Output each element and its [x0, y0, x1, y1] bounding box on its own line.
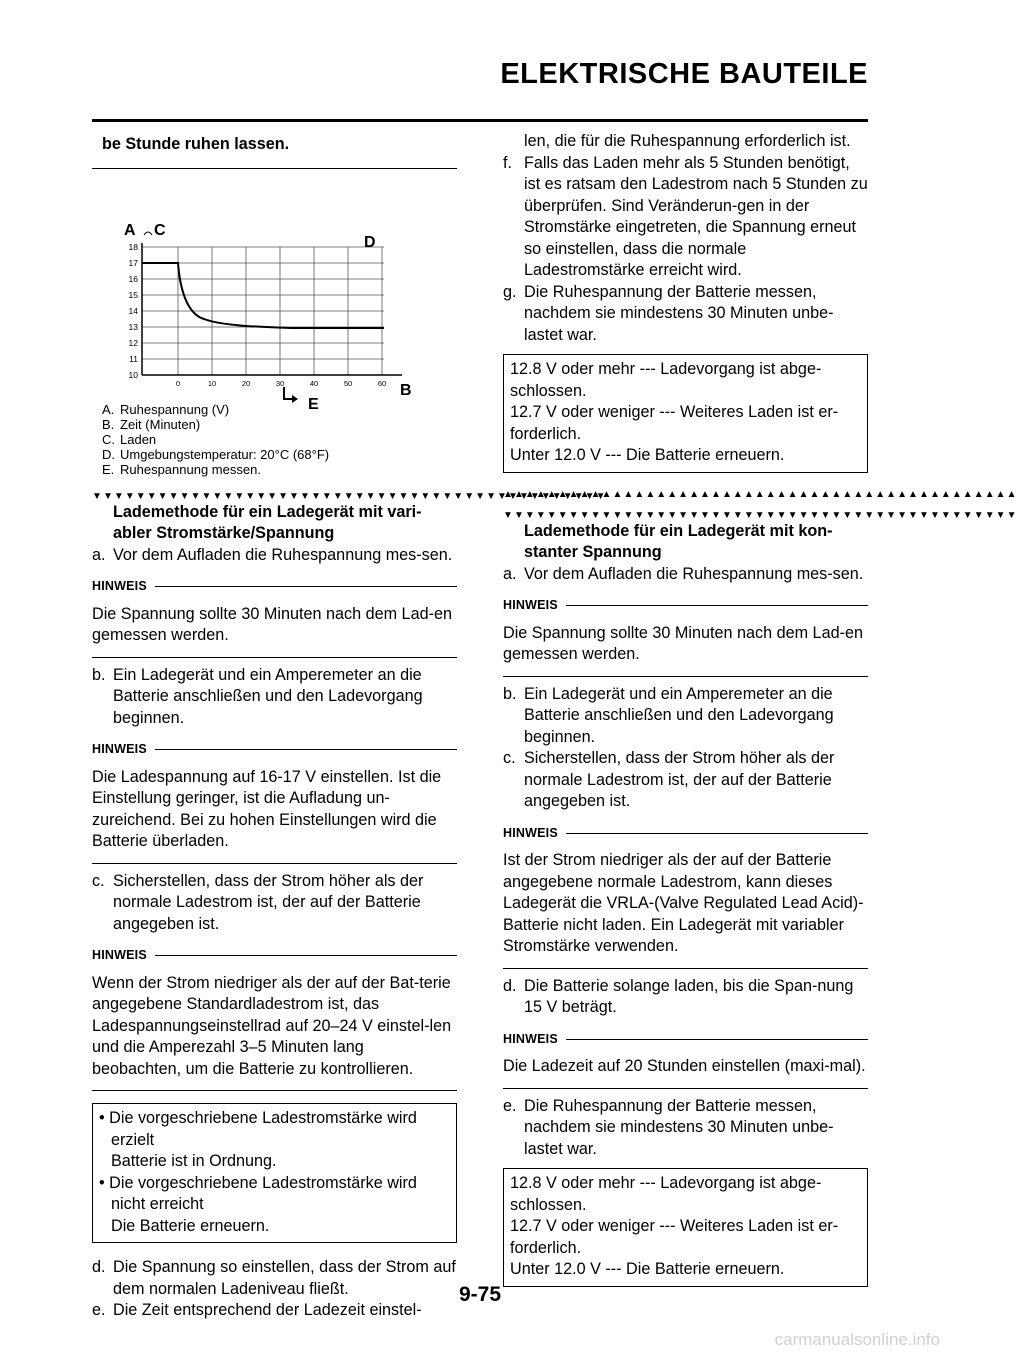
y-tick-label: 12 — [128, 337, 138, 348]
y-tick-label: 18 — [128, 241, 138, 252]
legend-item: A. Ruhespannung (V) — [102, 401, 230, 417]
legend-item: B. Zeit (Minuten) — [102, 416, 201, 432]
hinweis-heading: HINWEIS — [503, 595, 868, 617]
header-rule — [92, 119, 868, 122]
note-rule — [92, 863, 457, 864]
note-text: Die Ladespannung auf 16-17 V einstellen. Ist die Einstellung geringer, ist die Aufladung un-zureichend. Bei zu hohen Einstellungen wird die Batterie überladen. — [92, 767, 442, 850]
box-line: • Die vorgeschriebene Ladestromstärke wird erzielt — [99, 1109, 417, 1149]
step-e: e. Die Ruhespannung der Batterie messen, nachdem sie mindestens 30 Minuten unbe-lastet war. — [503, 1096, 834, 1158]
note-rule — [503, 1088, 868, 1089]
note-text: Die Spannung sollte 30 Minuten nach dem Lad-en gemessen werden. — [503, 623, 863, 663]
step-d: d. Die Spannung so einstellen, dass der Strom auf dem normalen Ladeniveau fließt. — [92, 1258, 456, 1298]
box-line: 12.8 V oder mehr --- Ladevorgang ist abge-schlossen. — [510, 1174, 822, 1214]
x-tick-label: 10 — [207, 378, 217, 388]
label-leader — [144, 232, 152, 235]
hinweis-heading: HINWEIS — [92, 576, 457, 598]
figure-letter-c: C — [154, 221, 166, 239]
box-line: Batterie ist in Ordnung. — [111, 1152, 277, 1170]
y-tick-label: 15 — [128, 289, 138, 300]
note-rule — [503, 968, 868, 969]
step-c: c. Sicherstellen, dass der Strom höher als der normale Ladestrom ist, der auf der Batterie angegeben ist. — [503, 749, 835, 810]
right-column — [503, 131, 1018, 1287]
y-tick-label: 14 — [128, 305, 138, 316]
step-a: a. Vor dem Aufladen die Ruhespannung mes-sen. — [503, 564, 864, 583]
step-c: c. Sicherstellen, dass der Strom höher als der normale Ladestrom ist, der auf der Batterie angegeben ist. — [92, 871, 424, 933]
box-line: 12.7 V oder weniger --- Weiteres Laden ist er-forderlich. — [510, 1217, 839, 1257]
x-tick-label: 30 — [275, 378, 285, 388]
x-tick-label: 50 — [343, 378, 353, 388]
step-e: e. Die Zeit entsprechend der Ladezeit einstel- — [92, 1301, 422, 1319]
watermark: carmanualsonline.info — [774, 1330, 940, 1349]
step-a: a. Vor dem Aufladen die Ruhespannung mes-sen. — [92, 545, 453, 564]
start-markers: ▼▼▼▼▼▼▼▼▼▼▼▼▼▼▼▼▼▼▼▼▼▼▼▼▼▼▼▼▼▼▼▼▼▼▼▼▼▼▼▼▼▼▼▼▼▼▼ — [92, 490, 607, 502]
top-fragment: be Stunde ruhen lassen. — [102, 135, 290, 153]
procedure-title-line: Lademethode für ein Ladegerät mit vari- — [113, 502, 422, 521]
step-g: g. Die Ruhespannung der Batterie messen, nachdem sie mindestens 30 Minuten unbe-lastet war. — [503, 282, 834, 344]
step-f: f. Falls das Laden mehr als 5 Stunden benötigt, ist es ratsam den Ladestrom nach 5 Stunden zu überprüfen. Sind Veränderun-gen in der Stromstärke eingetreten, die Spannung erneut so einstellen, dass die normale Ladestromstärke erreicht wird. — [503, 153, 868, 279]
procedure-title-line: Lademethode für ein Ladegerät mit kon- — [524, 521, 833, 540]
continued-text: len, die für die Ruhespannung erforderlich ist. — [524, 132, 851, 150]
box-line: 12.8 V oder mehr --- Ladevorgang ist abge-schlossen. — [510, 360, 822, 400]
hinweis-heading: HINWEIS — [92, 945, 457, 967]
x-tick-label: 40 — [309, 378, 319, 388]
box-line: Die Batterie erneuern. — [111, 1216, 270, 1235]
y-tick-label: 16 — [128, 273, 138, 284]
y-tick-label: 10 — [128, 369, 138, 380]
x-tick-label: 20 — [241, 378, 251, 388]
note-text: Die Spannung sollte 30 Minuten nach dem Lad-en gemessen werden. — [92, 604, 452, 644]
procedure-title-line: stanter Spannung — [524, 543, 662, 561]
figure-legend — [92, 402, 457, 477]
procedure-title — [503, 521, 868, 564]
box-line: 12.7 V oder weniger --- Weiteres Laden ist er-forderlich. — [510, 403, 839, 443]
figure-letter-e: E — [308, 395, 319, 413]
step-d: d. Die Batterie solange laden, bis die Span-nung 15 V beträgt. — [503, 976, 854, 1016]
step-b: b. Ein Ladegerät und ein Amperemeter an die Batterie anschließen und den Ladevorgang beginnen. — [503, 684, 834, 746]
y-tick-label: 11 — [129, 353, 138, 364]
legend-item: C. Laden — [102, 431, 157, 447]
step-b: b. Ein Ladegerät und ein Amperemeter an die Batterie anschließen und den Ladevorgang beginnen. — [92, 665, 423, 727]
note-rule — [92, 657, 457, 658]
y-tick-label: 17 — [128, 257, 138, 268]
box-line: Unter 12.0 V --- Die Batterie erneuern. — [510, 446, 785, 464]
page-number: 9-75 — [458, 1283, 502, 1306]
hinweis-heading: HINWEIS — [503, 1029, 868, 1051]
result-box — [92, 1103, 457, 1243]
y-tick-label: 13 — [128, 321, 138, 332]
note-rule — [503, 676, 868, 677]
figure-letter-b: B — [400, 381, 412, 399]
page-header-title: ELEKTRISCHE BAUTEILE — [500, 58, 868, 90]
note-text: Die Ladezeit auf 20 Stunden einstellen (maxi-mal). — [503, 1057, 866, 1075]
hinweis-heading: HINWEIS — [92, 739, 457, 761]
legend-item: E. Ruhespannung messen. — [102, 461, 261, 477]
box-line: Unter 12.0 V --- Die Batterie erneuern. — [510, 1260, 785, 1278]
end-markers: ▲▲▲▲▲▲▲▲▲▲▲▲▲▲▲▲▲▲▲▲▲▲▲▲▲▲▲▲▲▲▲▲▲▲▲▲▲▲▲▲▲▲▲▲▲▲▲ — [503, 488, 1018, 500]
x-tick-label: 0 — [175, 378, 181, 388]
note-rule — [92, 1090, 457, 1091]
start-markers: ▼▼▼▼▼▼▼▼▼▼▼▼▼▼▼▼▼▼▼▼▼▼▼▼▼▼▼▼▼▼▼▼▼▼▼▼▼▼▼▼▼▼▼▼▼▼▼ — [503, 509, 1018, 521]
hinweis-heading: HINWEIS — [503, 823, 868, 845]
procedure-title — [92, 502, 457, 545]
x-tick-label: 60 — [377, 378, 387, 388]
figure-letter-a: A — [124, 221, 136, 239]
box-line: • Die vorgeschriebene Ladestromstärke wird nicht erreicht — [99, 1173, 417, 1213]
note-text: Wenn der Strom niedriger als der auf der Bat-terie angegebene Standardladestrom ist, das Ladespannungseinstellrad auf 20–24 V einstel-len und die Amperezahl 3–5 Minuten lang beobachten, um die Batterie zu kontrollieren. — [92, 973, 452, 1078]
legend-item: D. Umgebungstemperatur: 20°C (68°F) — [102, 446, 330, 462]
figure-letter-d: D — [364, 233, 376, 251]
voltage-result-box — [503, 354, 868, 473]
note-text: Ist der Strom niedriger als der auf der Batterie angegebene normale Ladestrom, kann dieses Ladegerät die VRLA-(Valve Regulated Lead Acid)-Batterie nicht laden. Ein Ladegerät mit variabler Stromstärke verwenden. — [503, 851, 864, 955]
procedure-title-line: abler Stromstärke/Spannung — [113, 524, 335, 542]
voltage-result-box — [503, 1168, 868, 1287]
